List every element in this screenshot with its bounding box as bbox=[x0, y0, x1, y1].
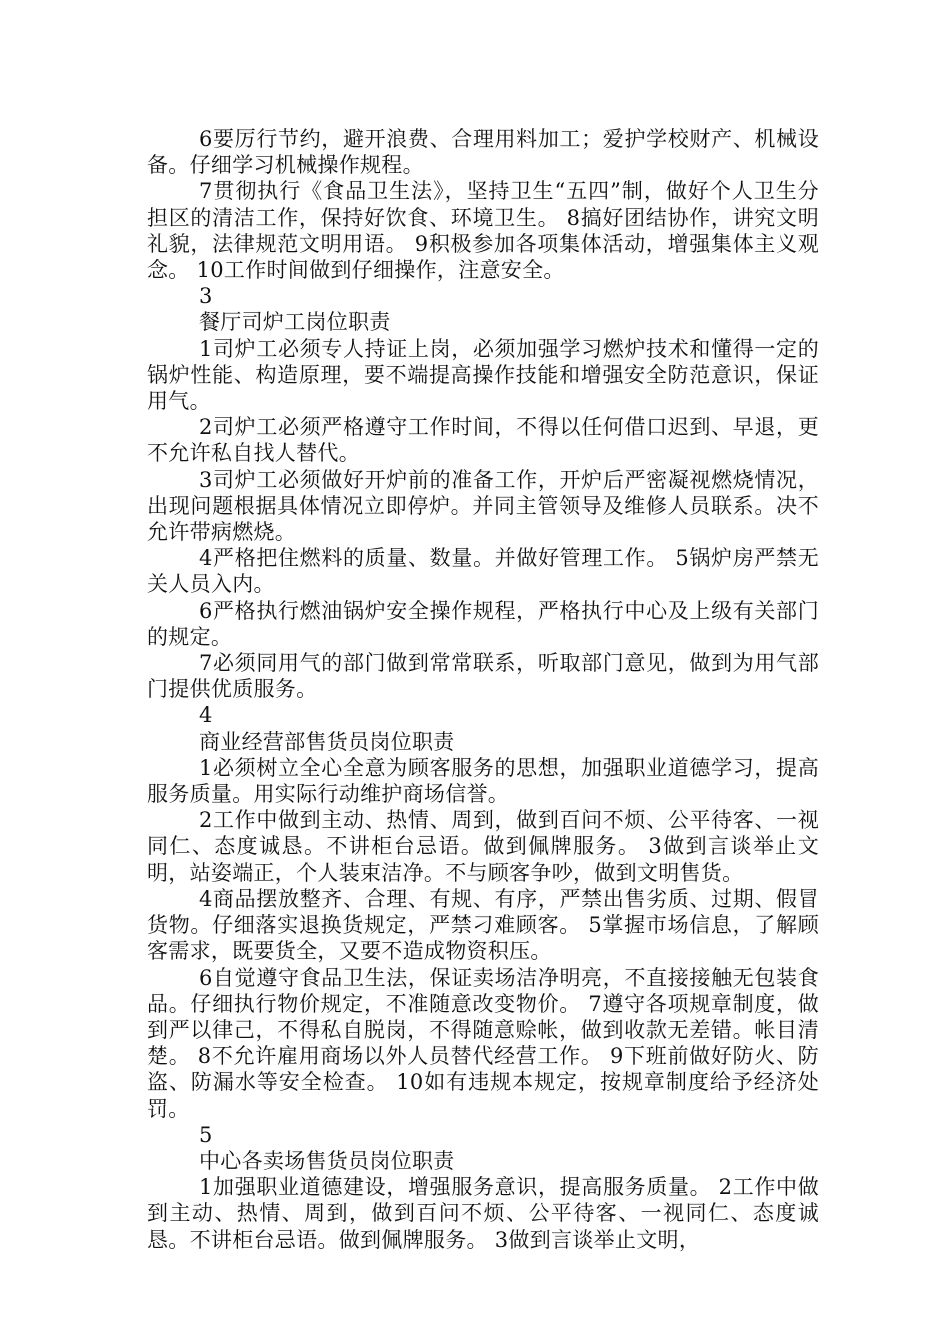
paragraph: 4商品摆放整齐、合理、有规、有序，严禁出售劣质、过期、假冒货物。仔细落实退换货规定，严禁刁难顾客。 5掌握市场信息，了解顾客需求，既要货全，又要不造成物资积压。 bbox=[147, 886, 819, 964]
paragraph: 4严格把住燃料的质量、数量。并做好管理工作。 5锅炉房严禁无关人员入内。 bbox=[147, 546, 819, 597]
paragraph: 1加强职业道德建设，增强服务意识，提高服务质量。 2工作中做到主动、热情、周到，做到百问不烦、公平待客、一视同仁、态度诚恳。不讲柜台忌语。做到佩牌服务。 3做到言谈举止文明， bbox=[147, 1175, 819, 1252]
section-number: 5 bbox=[199, 1122, 213, 1147]
paragraph: 6自觉遵守食品卫生法，保证卖场洁净明亮，不直接接触无包装食品。仔细执行物价规定，不准随意改变物价。 7遵守各项规章制度，做到严以律己，不得私自脱岗，不得随意赊帐，做到收款无差错。帐目清楚。 8不允许雇用商场以外人员替代经营工作。 9下班前做好防火、防盗、防漏水等安全检查。 10如有违规本规定，按规章制度给予经济处罚。 bbox=[147, 965, 819, 1121]
section-heading: 中心各卖场售货员岗位职责 bbox=[199, 1148, 455, 1173]
paragraph: 7必须同用气的部门做到常常联系，听取部门意见，做到为用气部门提供优质服务。 bbox=[147, 651, 819, 702]
section-heading: 商业经营部售货员岗位职责 bbox=[199, 729, 455, 754]
paragraph: 1必须树立全心全意为顾客服务的思想，加强职业道德学习，提高服务质量。用实际行动维护商场信誉。 bbox=[147, 755, 819, 807]
paragraph: 7贯彻执行《食品卫生法》，坚持卫生“五四”制，做好个人卫生分担区的清洁工作，保持好饮食、环境卫生。 8搞好团结协作，讲究文明礼貌，法律规范文明用语。 9积极参加各项集体活动，增强集体主义观念。 10工作时间做到仔细操作，注意安全。 bbox=[147, 179, 819, 283]
section-number: 3 bbox=[199, 284, 213, 309]
paragraph: 1司炉工必须专人持证上岗，必须加强学习燃炉技术和懂得一定的锅炉性能、构造原理，要不端提高操作技能和增强安全防范意识，保证用气。 bbox=[147, 336, 819, 414]
document-body bbox=[147, 126, 819, 1253]
section-heading: 餐厅司炉工岗位职责 bbox=[199, 310, 391, 335]
paragraph: 6要厉行节约，避开浪费、合理用料加工；爱护学校财产、机械设备。仔细学习机械操作规程。 bbox=[147, 127, 819, 178]
paragraph: 3司炉工必须做好开炉前的准备工作，开炉后严密凝视燃烧情况，出现问题根据具体情况立即停炉。并同主管领导及维修人员联系。决不允许带病燃烧。 bbox=[147, 467, 819, 545]
paragraph: 6严格执行燃油锅炉安全操作规程，严格执行中心及上级有关部门的规定。 bbox=[147, 598, 819, 649]
paragraph: 2司炉工必须严格遵守工作时间，不得以任何借口迟到、早退，更不允许私自找人替代。 bbox=[147, 415, 819, 466]
section-number: 4 bbox=[199, 703, 213, 728]
paragraph: 2工作中做到主动、热情、周到，做到百问不烦、公平待客、一视同仁、态度诚恳。不讲柜台忌语。做到佩牌服务。 3做到言谈举止文明，站姿端正，个人装束洁净。不与顾客争吵，做到文明售货。 bbox=[147, 808, 819, 885]
